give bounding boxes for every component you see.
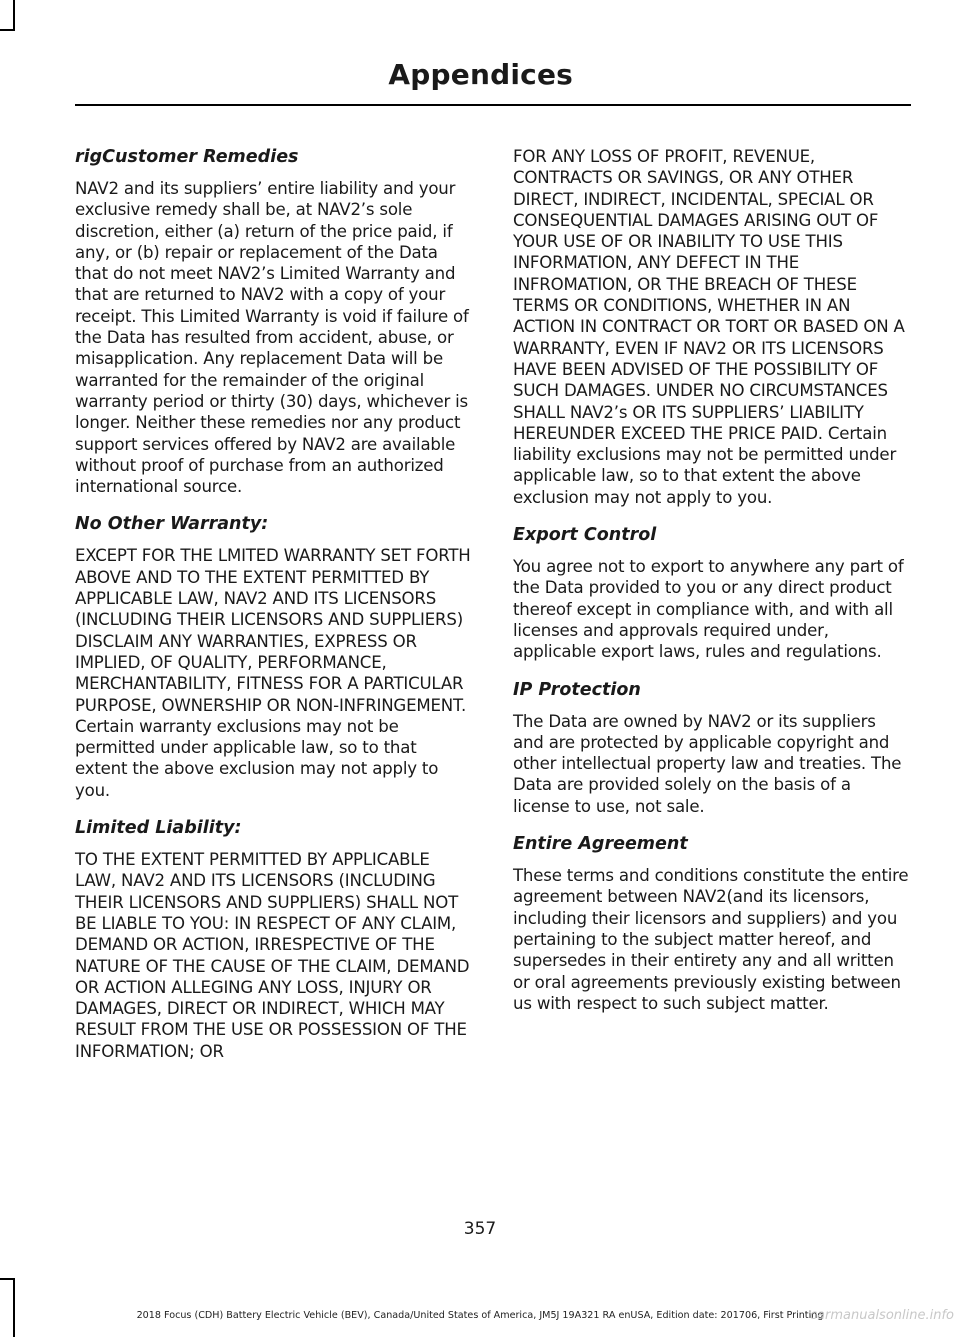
- paragraph: You agree not to export to anywhere any part of the Data provided to you or any direct product thereof except in compliance with, and with all licenses and approvals required under, applicable export laws, rules and regulations.: [513, 557, 904, 662]
- watermark[interactable]: carmanualsonline.info: [809, 1308, 954, 1323]
- paragraph: NAV2 and its suppliers’ entire liability and your exclusive remedy shall be, at NAV2’s sole discretion, either (a) return of the price paid, if any, or (b) repair or replacement of the Data that do not meet NAV2’s Limited Warranty and that are returned to NAV2 with a copy of your receipt. This Limited Warranty is void if failure of the Data has resulted from accident, abuse, or misapplication. Any replacement Data will be warranted for the remainder of the original warranty period or thirty (30) days, whichever is longer. Neither these remedies nor any product support services offered by NAV2 are available without proof of purchase from an authorized international source.: [75, 179, 469, 497]
- section-heading: Entire Agreement: [513, 834, 688, 855]
- right-column: [513, 146, 911, 1030]
- crop-mark-top-left-vertical: [13, 0, 15, 30]
- paragraph: These terms and conditions constitute the entire agreement between NAV2(and its licensors, including their licensors and suppliers) and you pertaining to the subject matter hereof, and supersedes in their entirety any and all written or oral agreements previously existing between us with respect to such subject matter.: [513, 866, 909, 1013]
- left-column: [75, 146, 473, 1078]
- section-heading: Export Control: [513, 525, 657, 546]
- page-title: Appendices: [388, 58, 573, 91]
- section-heading: IP Protection: [513, 679, 641, 700]
- section-heading: rigCustomer Remedies: [75, 147, 299, 167]
- paragraph: FOR ANY LOSS OF PROFIT, REVENUE, CONTRACTS OR SAVINGS, OR ANY OTHER DIRECT, INDIRECT, INCIDENTAL, SPECIAL OR CONSEQUENTIAL DAMAGES ARISING OUT OF YOUR USE OF OR INABILITY TO USE THIS INFORMATION, ANY DEFECT IN THE INFROMATION, OR THE BREACH OF THESE TERMS OR CONDITIONS, WHETHER IN AN ACTION IN CONTRACT OR TORT OR BASED ON A WARRANTY, EVEN IF NAV2 OR ITS LICENSORS HAVE BEEN ADVISED OF THE POSSIBILITY OF SUCH DAMAGES. UNDER NO CIRCUMSTANCES SHALL NAV2’s OR ITS SUPPLIERS’ LIABILITY HEREUNDER EXCEED THE PRICE PAID. Certain liability exclusions may not be permitted under applicable law, so to that extent the above exclusion may not apply to you.: [513, 147, 905, 507]
- crop-mark-top-left-horizontal: [0, 29, 15, 31]
- paragraph: The Data are owned by NAV2 or its suppliers and are protected by applicable copyright and other intellectual property law and treaties. The Data are provided solely on the basis of a license to use, not sale.: [513, 711, 902, 816]
- header-divider: [75, 104, 911, 106]
- crop-mark-bottom-left-vertical: [13, 1278, 15, 1337]
- page-number: 357: [463, 1219, 497, 1239]
- section-heading: Limited Liability:: [75, 818, 242, 839]
- section-heading: No Other Warranty:: [75, 514, 269, 535]
- crop-mark-bottom-left-horizontal: [0, 1278, 15, 1280]
- paragraph: TO THE EXTENT PERMITTED BY APPLICABLE LAW, NAV2 AND ITS LICENSORS (INCLUDING THEIR LICENSORS AND SUPPLIERS) SHALL NOT BE LIABLE TO YOU: IN RESPECT OF ANY CLAIM, DEMAND OR ACTION, IRRESPECTIVE OF THE NATURE OF THE CAUSE OF THE CLAIM, DEMAND OR ACTION ALLEGING ANY LOSS, INJURY OR DAMAGES, DIRECT OR INDIRECT, WHICH MAY RESULT FROM THE USE OR POSSESSION OF THE INFORMATION; OR: [75, 850, 470, 1061]
- paragraph: EXCEPT FOR THE LMITED WARRANTY SET FORTH ABOVE AND TO THE EXTENT PERMITTED BY APPLICABLE LAW, NAV2 AND ITS LICENSORS (INCLUDING THEIR LICENSORS AND SUPPLIERS) DISCLAIM ANY WARRANTIES, EXPRESS OR IMPLIED, OF QUALITY, PERFORMANCE, MERCHANTABILITY, FITNESS FOR A PARTICULAR PURPOSE, OWNERSHIP OR NON-INFRINGEMENT. Certain warranty exclusions may not be permitted under applicable law, so to that extent the above exclusion may not apply to you.: [75, 546, 471, 800]
- footer-edition-info: 2018 Focus (CDH) Battery Electric Vehicle (BEV), Canada/United States of America, JM5J 19A321 RA enUSA, Edition date: 201706, First Printing: [136, 1310, 824, 1321]
